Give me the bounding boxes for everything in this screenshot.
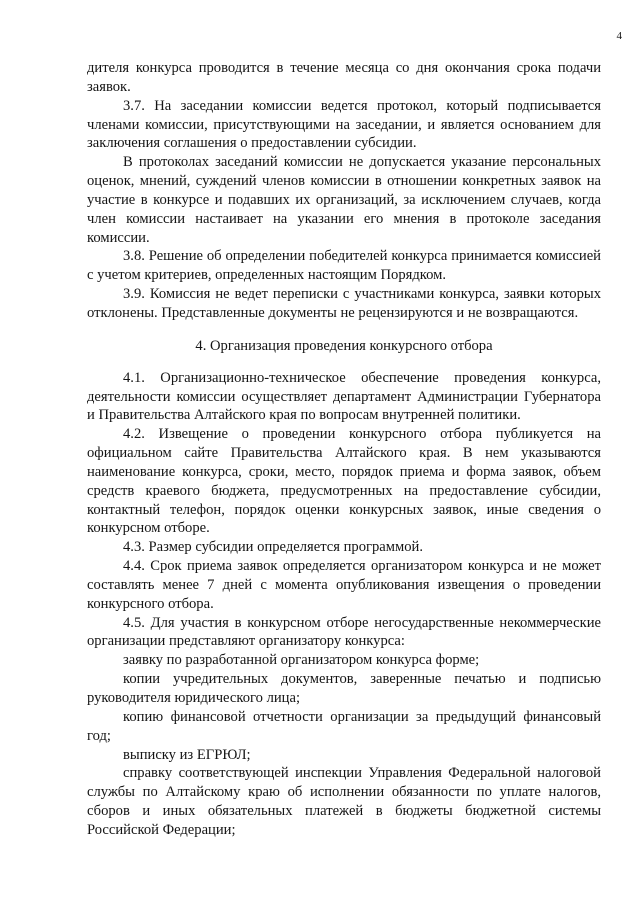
paragraph: дителя конкурса проводится в течение месяца со дня окончания срока подачи заявок. [87, 60, 601, 95]
list-item: копию финансовой отчетности организации за предыдущий финансовый год; [87, 708, 601, 744]
paragraph: 4.1. Организационно-техническое обеспечение проведения конкурса, деятельности комиссии осуществляет департамент Администрации Губернатора и Правительства Алтайского края по вопросам внутренней политики. [87, 369, 601, 424]
list-item: заявку по разработанной организатором конкурса форме; [123, 652, 480, 669]
paragraph: 4.5. Для участия в конкурсном отборе негосударственные некоммерческие организации представляют организатору конкурса: [87, 614, 601, 650]
list-item: справку соответствующей инспекции Управления Федеральной налоговой службы по Алтайскому краю об исполнении обязанности по уплате налогов, сборов и иных обязательных платежей в бюджеты бюджетной системы Российской Федерации; [87, 765, 601, 838]
paragraph: 3.8. Решение об определении победителей конкурса принимается комиссией с учетом критериев, определенных настоящим Порядком. [87, 248, 601, 284]
paragraph: 4.2. Извещение о проведении конкурсного отбора публикуется на официальном сайте Правительства Алтайского края. В нем указываются наименование конкурса, сроки, место, порядок приема и форма заявок, объем средств краевого бюджета, предусмотренных на предоставление субсидии, контактный телефон, порядок оценки конкурсных заявок, иные сведения о конкурсном отборе. [87, 426, 601, 537]
paragraph: 4.3. Размер субсидии определяется программой. [123, 539, 423, 556]
list-item: выписку из ЕГРЮЛ; [123, 746, 251, 763]
paragraph: 3.9. Комиссия не ведет переписки с участниками конкурса, заявки которых отклонены. Представленные документы не рецензируются и не возвращаются. [87, 286, 601, 321]
paragraph: 3.7. На заседании комиссии ведется протокол, который подписывается членами комиссии, присутствующими на заседании, и является основанием для заключения соглашения о предоставлении субсидии. [87, 97, 601, 152]
page-number: 4 [616, 30, 622, 42]
paragraph: В протоколах заседаний комиссии не допускается указание персональных оценок, мнений, суждений членов комиссии в отношении конкретных заявок на участие в конкурсе и подавших их организаций, за исключением случаев, когда член комиссии настаивает на указании его мнения в протоколе заседания комиссии. [87, 154, 601, 246]
list-item: копии учредительных документов, заверенные печатью и подписью руководителя юридического лица; [87, 671, 601, 706]
document-body [87, 59, 601, 840]
paragraph: 4.4. Срок приема заявок определяется организатором конкурса и не может составлять менее 7 дней с момента опубликования извещения о проведении конкурсного отбора. [87, 558, 601, 612]
section-heading: 4. Организация проведения конкурсного отбора [195, 337, 493, 354]
